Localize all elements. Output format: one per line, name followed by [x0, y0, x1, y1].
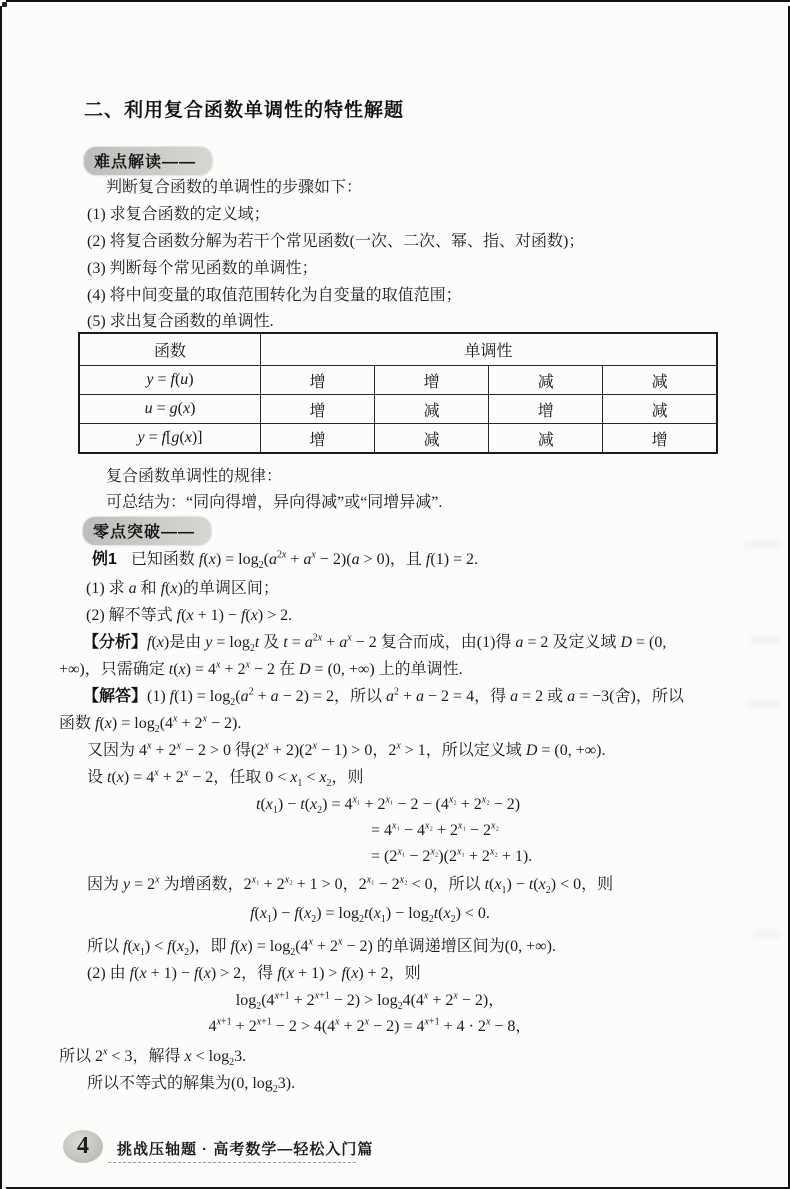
section-heading-difficulty: 难点解读—— — [84, 147, 212, 175]
table-cell-value: 减 — [603, 395, 717, 424]
equation-line: $t(x_1) - t(x_2) = 4^{x_1} + 2^{x_1} - 2 - (4^{x_2} + 2^{x_2} - 2)$ — [256, 794, 521, 817]
equation-line: $\log_2(4^{x+1} + 2^{x+1} - 2) > \log_24(4^x + 2^x - 2)$， — [235, 990, 505, 1013]
page-number: 4 — [77, 1133, 89, 1159]
solution-text-1: (1) $f(1) = \log_2(a^2 + a - 2) = 2$，所以 $a^2 + a - 2 = 4$，得 a = 2 或 a = −3(舍)，所以 — [147, 686, 684, 709]
book-title: 挑战压轴题 · 高考数学—轻松入门篇 — [117, 1141, 374, 1158]
solution-line: 设 $t(x) = 4^x + 2^x - 2$，任取 $0 < x_1 < x_2$，则 — [87, 767, 364, 790]
page-bleed-artifact — [750, 636, 780, 645]
equation-line: $f(x_1) - f(x_2) = \log_2t(x_1) - \log_2t(x_2) < 0$. — [250, 905, 490, 926]
table-header-function: 函数 — [79, 333, 261, 366]
page-title: 二、利用复合函数单调性的特性解题 — [84, 100, 405, 121]
question-2: (2) 解不等式 f(x + 1) − f(x) > 2. — [86, 607, 293, 624]
solution-line: 函数 $f(x) = \log_2(4^x + 2^x - 2)$. — [59, 713, 242, 736]
page-edge-top — [6, 0, 790, 2]
table-cell-value: 减 — [375, 395, 489, 424]
step-line: (1) 求复合函数的定义域； — [87, 206, 270, 223]
example-statement: 已知函数 $f(x) = \log_2(a^{2x} + a^x - 2)(a > 0)$，且 f(1) = 2. — [130, 549, 479, 572]
footer-rule — [108, 1162, 356, 1163]
section-heading-breakthrough: 零点突破—— — [83, 517, 211, 545]
step-line: (4) 将中间变量的取值范围转化为自变量的取值范围； — [87, 287, 462, 304]
page-number-badge — [63, 1130, 103, 1163]
solution-label: 【解答】 — [83, 688, 148, 705]
table-header-row — [79, 333, 717, 366]
table-cell-value: 减 — [375, 424, 489, 454]
solution-line: 所以不等式的解集为(0, $\log_23$). — [87, 1075, 296, 1096]
step-line: (3) 判断每个常见函数的单调性； — [87, 260, 318, 277]
solution-line: (2) 由 f(x + 1) − f(x) > 2，得 f(x + 1) > f(x) + 2，则 — [87, 965, 421, 982]
table-cell-function: y = f[g(x)] — [79, 424, 261, 454]
solution-line-1 — [83, 686, 684, 708]
page-bleed-artifact — [744, 540, 782, 549]
table-cell-value: 减 — [489, 424, 603, 454]
solution-line: 又因为 $4^x + 2^x - 2 > 0$ 得$(2^x + 2)(2^x - 1) > 0$，$2^x > 1$，所以定义域 D = (0, +∞). — [87, 740, 606, 759]
solution-line: 因为 $y = 2^x$ 为增函数，$2^{x_1} + 2^{x_2} + 1 > 0$，$2^{x_1} - 2^{x_2} < 0$，所以 $t(x_1) - t(x_2) < 0$，则 — [87, 874, 614, 897]
table-cell-value: 增 — [261, 395, 375, 424]
analysis-text-1: f(x)是由 $y = \log_2t$ 及 $t = a^{2x} + a^x - 2$ 复合而成，由(1)得 a = 2 及定义域 D = (0, — [147, 632, 667, 655]
table-cell-value: 增 — [261, 366, 375, 395]
equation-line: $4^{x+1} + 2^{x+1} - 2 > 4(4^x + 2^x - 2) = 4^{x+1} + 4 \cdot 2^x - 8$， — [208, 1016, 532, 1035]
table-row — [79, 366, 717, 395]
table-cell-function: y = f(u) — [79, 366, 261, 395]
question-1: (1) 求 a 和 f(x)的单调区间； — [86, 580, 279, 597]
table-cell-value: 减 — [603, 366, 717, 395]
solution-line: 所以 $f(x_1) < f(x_2)$，即 $f(x) = \log_2(4^x + 2^x - 2)$ 的单调递增区间为(0, +∞). — [87, 936, 556, 959]
table-cell-value: 增 — [603, 424, 717, 454]
step-line: (5) 求出复合函数的单调性. — [87, 313, 274, 330]
example-label: 例1 — [92, 551, 117, 568]
page-bleed-artifact — [752, 930, 780, 939]
table-cell-value: 增 — [261, 424, 375, 454]
steps-intro: 判断复合函数的单调性的步骤如下： — [106, 179, 363, 196]
page-bleed-artifact — [746, 700, 780, 709]
analysis-line-2: +∞)，只需确定 $t(x) = 4^x + 2^x - 2$ 在 D = (0, +∞) 上的单调性. — [59, 659, 463, 678]
table-row — [79, 424, 717, 454]
page-edge-left — [0, 6, 2, 1189]
equation-line: = $4^{x_1} - 4^{x_2} + 2^{x_1} - 2^{x_2}$ — [371, 820, 499, 839]
table-cell-value: 减 — [489, 366, 603, 395]
table-cell-value: 增 — [489, 395, 603, 424]
example-line — [92, 549, 478, 571]
monotonicity-table — [78, 332, 718, 454]
rule-text: 可总结为：“同向得增，异向得减”或“同增异减”. — [106, 494, 443, 511]
rule-title: 复合函数单调性的规律： — [106, 468, 283, 485]
scan-corner-artifact — [2, 2, 7, 7]
table-cell-value: 增 — [375, 366, 489, 395]
analysis-label: 【分析】 — [83, 634, 148, 651]
table-cell-function: u = g(x) — [79, 395, 261, 424]
table-header-monotonicity: 单调性 — [261, 333, 718, 366]
table-row — [79, 395, 717, 424]
step-line: (2) 将复合函数分解为若干个常见函数(一次、二次、幂、指、对函数)； — [87, 233, 585, 250]
analysis-line-1 — [83, 632, 666, 654]
solution-line: 所以 $2^x < 3$，解得 $x < \log_23$. — [59, 1046, 247, 1069]
equation-line: = $(2^{x_1} - 2^{x_2})(2^{x_1} + 2^{x_2} + 1)$. — [371, 846, 533, 865]
